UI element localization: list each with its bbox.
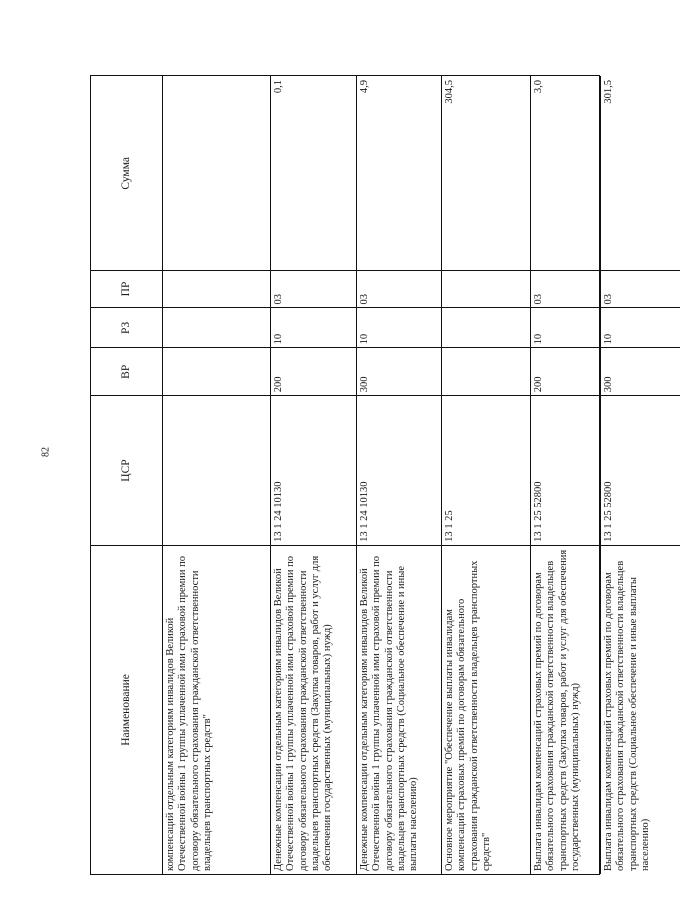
table-row: [357, 76, 442, 874]
row-name: Основное мероприятие "Обеспечение выплаты инвалидам компенсаций страховых премий по договорам обязательного страхования гражданской ответственности владельцев транспортных средств": [442, 545, 530, 874]
row-name: Денежные компенсации отдельным категориям инвалидов Великой Отечественной войны 1 группы уплаченной ими страховой премии по договору обязательного страхования гражданской ответственности владельцев транспортных средств (Закупка товаров, работ и услуг для обеспечения государственных (муниципальных) нужд): [271, 545, 356, 874]
row-pr: 03: [271, 270, 356, 308]
row-vr: 300: [357, 347, 441, 395]
row-csr: 13 1 25 52800: [531, 395, 600, 545]
row-sum: 304,5: [444, 80, 455, 104]
row-pr: [442, 270, 530, 308]
row-sum: 3,0: [533, 80, 544, 94]
row-sum: 0,1: [273, 80, 284, 94]
row-name: Выплата инвалидам компенсаций страховых премий по договорам обязательного страхования гражданской ответственности владельцев транспортных средств (Социальное обеспечение и иные выплаты населению): [601, 545, 680, 874]
header-name: Наименование: [91, 545, 162, 874]
row-pr: [163, 270, 270, 308]
row-sum: 301,5: [603, 80, 614, 104]
row-rz: 10: [357, 307, 441, 347]
row-vr: 300: [601, 347, 680, 395]
header-csr: ЦСР: [91, 395, 162, 545]
row-rz: [442, 307, 530, 347]
row-name: компенсаций отдельным категориям инвалидов Великой Отечественной войны 1 группы уплаченной ими страховой премии по договору обязательного страхования гражданской ответственности владельцев транспортных средств": [163, 545, 270, 874]
row-pr: 03: [601, 270, 680, 308]
header-vr: ВР: [91, 347, 162, 395]
row-sum: 4,9: [359, 80, 370, 94]
row-sum: [163, 76, 270, 270]
table-row: [601, 76, 680, 874]
row-pr: 03: [531, 270, 600, 308]
budget-table: [90, 75, 651, 875]
row-vr: [442, 347, 530, 395]
table-header-row: [91, 76, 163, 874]
row-name: Денежные компенсации отдельным категориям инвалидов Великой Отечественной войны 1 группы уплаченной ими страховой премии по договору обязательного страхования гражданской ответственности владельцев транспортных средств (Социальное обеспечение и иные выплаты населению): [357, 545, 441, 874]
table-row: [442, 76, 531, 874]
row-pr: 03: [357, 270, 441, 308]
page-number: 82: [40, 447, 52, 457]
header-sum: Сумма: [120, 156, 133, 190]
row-name: Выплата инвалидам компенсаций страховых премий по договорам обязательного страхования гражданской ответственности владельцев транспортных средств (Закупка товаров, работ и услуг для обеспечения государственных (муниципальных) нужд): [531, 545, 600, 874]
rotated-table-wrapper: [90, 75, 651, 875]
header-pr: ПР: [91, 270, 162, 308]
table-row: [531, 76, 601, 874]
row-vr: 200: [271, 347, 356, 395]
row-vr: [163, 347, 270, 395]
row-rz: 10: [531, 307, 600, 347]
row-rz: [163, 307, 270, 347]
row-csr: 13 1 24 10130: [271, 395, 356, 545]
header-rz: РЗ: [91, 307, 162, 347]
row-csr: [163, 395, 270, 545]
row-csr: 13 1 24 10130: [357, 395, 441, 545]
row-csr: 13 1 25 52800: [601, 395, 680, 545]
row-csr: 13 1 25: [442, 395, 530, 545]
table-row: [271, 76, 357, 874]
row-rz: 10: [271, 307, 356, 347]
row-vr: 200: [531, 347, 600, 395]
row-rz: 10: [601, 307, 680, 347]
table-row: [163, 76, 271, 874]
